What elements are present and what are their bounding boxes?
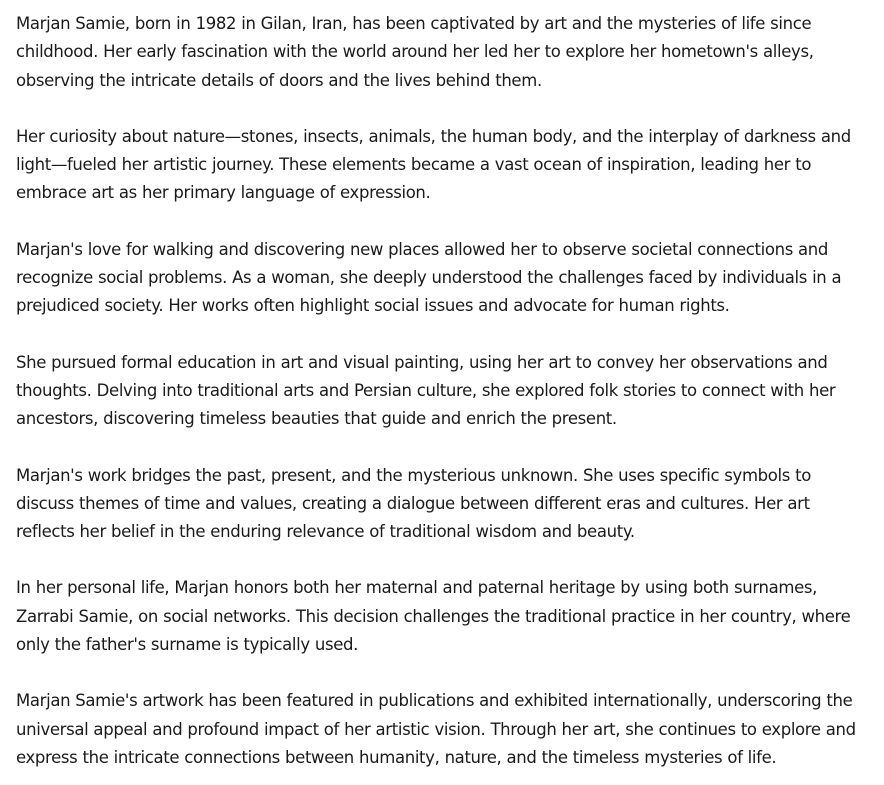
paragraph-early-life: Marjan Samie, born in 1982 in Gilan, Iran, has been captivated by art and the mysteries of life since childhood. Her early fascination with the world around her led her to explore her hometown's alleys, observing the intricate details of doors and the lives behind them. xyxy=(16,14,814,90)
paragraph-personal-life: In her personal life, Marjan honors both her maternal and paternal heritage by using both surnames, Zarrabi Samie, on social networks. This decision challenges the traditional practice in her country, where only the father's surname is typically used. xyxy=(16,578,851,655)
paragraph-recognition: Marjan Samie's artwork has been featured in publications and exhibited internationally, underscoring the universal appeal and profound impact of her artistic vision. Through her art, she continues to explore and express the intricate connections between humanity, nature, and the timeless mysteries of life. xyxy=(16,691,856,767)
paragraph-nature-inspiration: Her curiosity about nature—stones, insects, animals, the human body, and the interplay of darkness and light—fueled her artistic journey. These elements became a vast ocean of inspiration, leading her to embrace art as her primary language of expression. xyxy=(16,126,851,203)
paragraph-education: She pursued formal education in art and visual painting, using her art to convey her observations and thoughts. Delving into traditional arts and Persian culture, she explored folk stories to connect with her ancestors, discovering timeless beauties that guide and enrich the present. xyxy=(16,352,836,429)
paragraph-themes: Marjan's work bridges the past, present, and the mysterious unknown. She uses specific symbols to discuss themes of time and values, creating a dialogue between different eras and cultures. Her art reflects her belief in the enduring relevance of traditional wisdom and beauty. xyxy=(16,465,811,542)
paragraph-social-awareness: Marjan's love for walking and discovering new places allowed her to observe societal connections and recognize social problems. As a woman, she deeply understood the challenges faced by individuals in a prejudiced society. Her works often highlight social issues and advocate for human rights. xyxy=(16,239,842,316)
